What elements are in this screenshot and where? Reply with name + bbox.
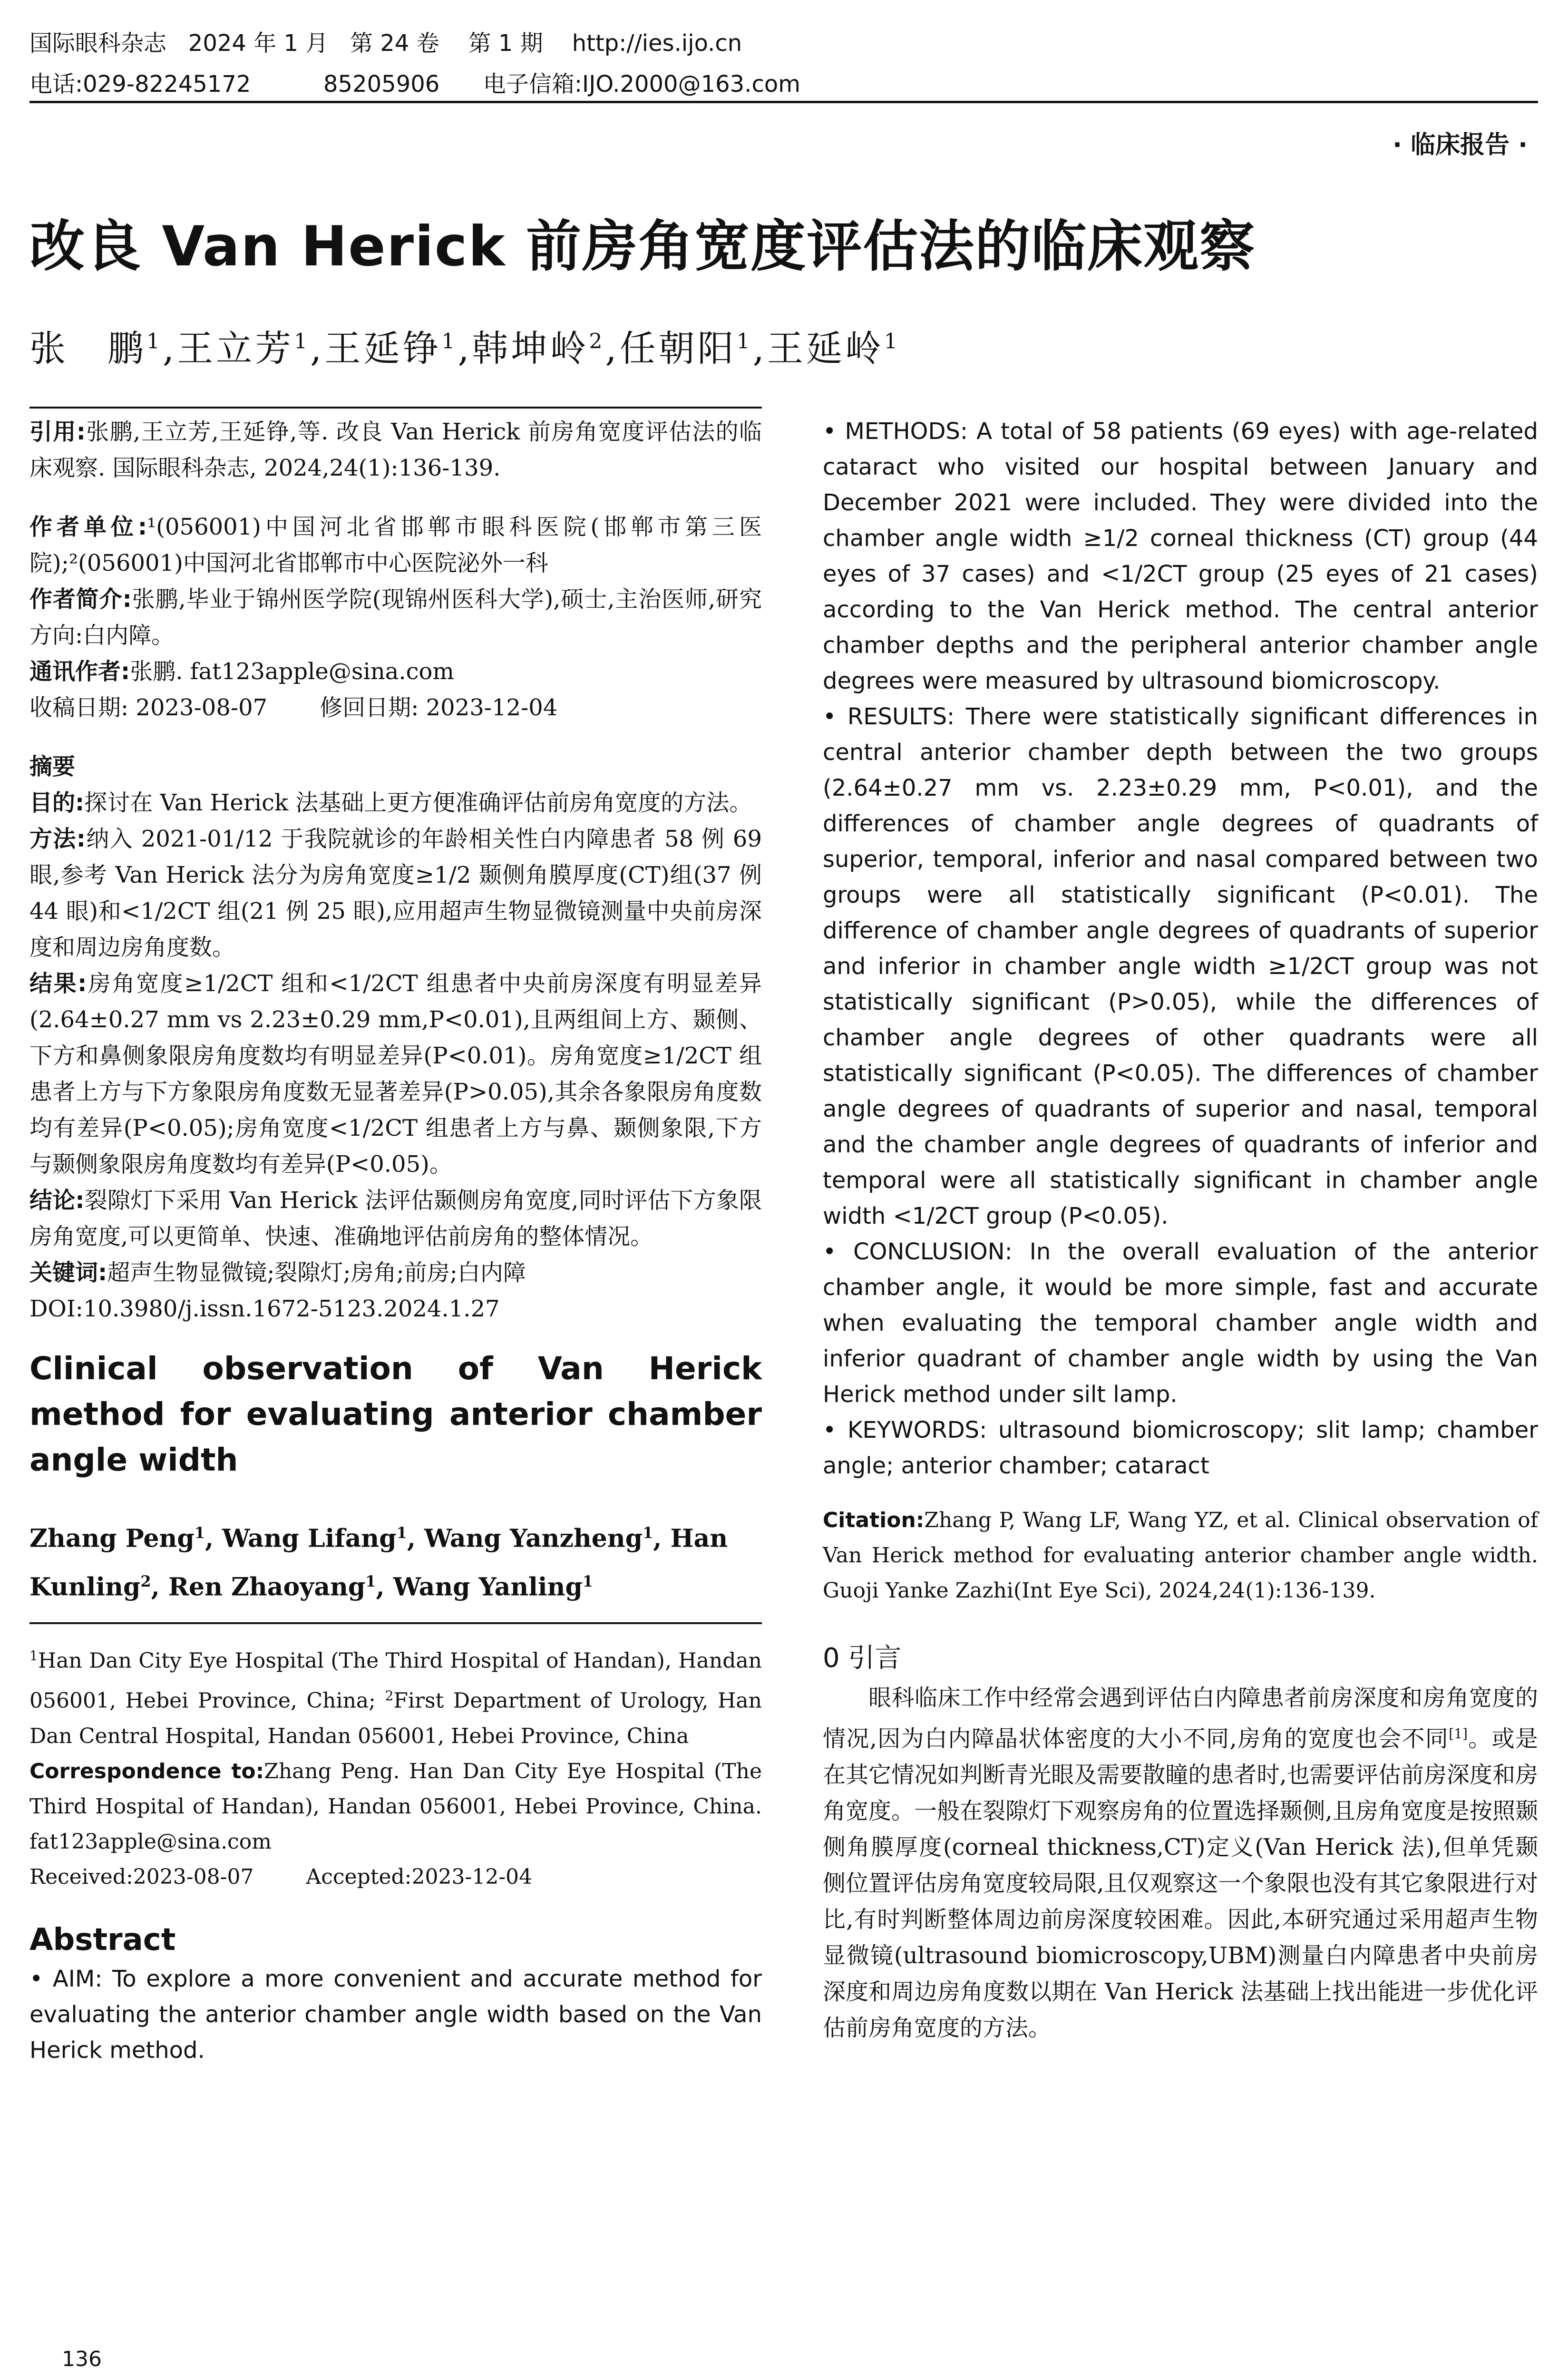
intro-paragraph [823, 1680, 1538, 2046]
aim-en-text: To explore a more convenient and accurate method for evaluating the anterior chamber angle width based on the Van Herick method. [29, 1965, 762, 2064]
abstract-en-heading: Abstract [29, 1922, 176, 1958]
intro-text-1: 眼科临床工作中经常会遇到评估白内障患者前房深度和房角宽度的情况,因为白内障晶状体密度的大小不同,房角的宽度也会不同 [823, 1685, 1538, 1752]
author-sup: 2 [589, 329, 605, 354]
intro-text-2: 。或是在其它情况如判断青光眼及需要散瞳的患者时,也需要评估前房深度和房角宽度。一般在裂隙灯下观察房角的位置选择颞侧,且房角宽度是按照颞侧角膜厚度(corneal thickness,CT)定义(Van Herick 法),但单凭颞侧位置评估房角宽度较局限,且仅观察这一个象限也没有其它象限进行对比,有时判断整体周边前房深度较困难。因此,本研究通过采用超声生物显微镜(ultrasound biomicroscopy,UBM)测量白内障患者中央前房深度和周边房角度数以期在 Van Herick 法基础上找出能进一步优化评估前房角宽度的方法。 [823, 1725, 1538, 2041]
corr-en-text: Zhang Peng. Han Dan City Eye Hospital (The Third Hospital of Handan), Handan 056001, Hebei Province, China. fat123apple@sina.com [29, 1759, 762, 1854]
author-en: Wang Yanling [393, 1572, 583, 1602]
conclusion-cn-label: 结论: [29, 1187, 85, 1214]
corr-en-label: Correspondence to: [29, 1759, 264, 1783]
author-sup: 1 [643, 1524, 653, 1542]
unit-label: 作者单位: [29, 514, 147, 540]
page-number: 136 [62, 2347, 102, 2371]
citation-en-block [823, 1503, 1538, 1608]
affiliation-en-block [29, 1638, 762, 1895]
cite-cn-label: 引用: [29, 419, 86, 445]
aff-sup: 1 [29, 1647, 38, 1664]
aff2-text: First Department of Urology, Han Dan Central Hospital, Handan 056001, Hebei Province, China [29, 1688, 762, 1748]
aim-en-label: • AIM: [29, 1965, 103, 1992]
aff1-text: Han Dan City Eye Hospital (The Third Hospital of Handan), Handan 056001, Hebei Province, China; [29, 1648, 762, 1713]
author-info-block [29, 509, 762, 726]
keywords-cn-label: 关键词: [29, 1259, 107, 1286]
methods-en-label: • METHODS: [823, 418, 968, 445]
conclusion-cn-text: 裂隙灯下采用 Van Herick 法评估颞侧房角宽度,同时评估下方象限房角宽度,可以更简单、快速、准确地评估前房角的整体情况。 [29, 1187, 762, 1250]
conclusion-en-label: • CONCLUSION: [823, 1238, 1013, 1265]
reference-mark[interactable]: [1] [1449, 1726, 1468, 1742]
results-cn-label: 结果: [29, 970, 87, 997]
received-en: Received:2023-08-07 [29, 1864, 254, 1889]
author-cn: 王延岭 [767, 327, 884, 370]
author-sup: 1 [582, 1572, 594, 1591]
article-title-cn: 改良 Van Herick 前房角宽度评估法的临床观察 [29, 214, 1256, 279]
results-en-label: • RESULTS: [823, 703, 955, 730]
corr-label: 通讯作者: [29, 658, 130, 685]
aff-sup: 2 [385, 1688, 394, 1704]
author-en: Zhang Peng [29, 1524, 195, 1553]
revised-date: 修回日期: 2023-12-04 [320, 694, 558, 721]
conclusion-en-text: In the overall evaluation of the anterior chamber angle, it would be more simple, fast and accurate when evaluating the temporal chamber angle width and inferior quadrant of chamber angle width by using the Van Herick method under silt lamp. [823, 1238, 1539, 1408]
unit-text: ¹(056001)中国河北省邯郸市眼科医院(邯郸市第三医院);²(056001)中国河北省邯郸市中心医院泌外一科 [29, 514, 762, 576]
results-cn-text: 房角宽度≥1/2CT 组和<1/2CT 组患者中央前房深度有明显差异(2.64±0.27 mm vs 2.23±0.29 mm,P<0.01),且两组间上方、颞侧、下方和鼻侧象限房角度数均有明显差异(P<0.01)。房角宽度≥1/2CT 组患者上方与下方象限房角度数无显著差异(P>0.05),其余各象限房角度数均有差异(P<0.05);房角宽度<1/2CT 组患者上方与鼻、颞侧象限,下方与颞侧象限房角度数均有差异(P<0.05)。 [29, 970, 762, 1178]
abstract-cn-heading: 摘要 [29, 753, 76, 780]
author-cn: 王立芳 [177, 327, 294, 370]
article-title-en: Clinical observation of Van Herick method for evaluating anterior chamber angle width [29, 1350, 762, 1478]
affiliation-rule [29, 1622, 762, 1624]
keywords-en-text: ultrasound biomicroscopy; slit lamp; chamber angle; anterior chamber; cataract [823, 1417, 1539, 1479]
author-en: Wang Yanzheng [424, 1524, 643, 1553]
author-sup: 1 [194, 1524, 205, 1542]
author-sup: 1 [146, 329, 163, 354]
doi-text: DOI:10.3980/j.issn.1672-5123.2024.1.27 [29, 1296, 500, 1322]
keywords-cn-text: 超声生物显微镜;裂隙灯;房角;前房;白内障 [107, 1259, 526, 1286]
aim-cn-text: 探讨在 Van Herick 法基础上更方便准确评估前房角宽度的方法。 [84, 789, 752, 816]
accepted-en: Accepted:2023-12-04 [306, 1864, 533, 1889]
author-sup: 1 [441, 329, 458, 354]
author-cn: 张 鹏 [29, 327, 146, 370]
methods-cn-text: 纳入 2021-01/12 于我院就诊的年龄相关性白内障患者 58 例 69 眼,参考 Van Herick 法分为房角宽度≥1/2 颞侧角膜厚度(CT)组(37 例 44 眼)和<1/2CT 组(21 例 25 眼),应用超声生物显微镜测量中央前房深度和周边房角度数。 [29, 826, 762, 961]
journal-info-line: 国际眼科杂志 2024 年 1 月 第 24 卷 第 1 期 http://ies.ijo.cn [29, 30, 742, 57]
citation-cn [29, 414, 762, 486]
methods-en-text: A total of 58 patients (69 eyes) with age-related cataract who visited our hospital between January and December 2021 were included. They were divided into the chamber angle width ≥1/2 corneal thickness (CT) group (44 eyes of 37 cases) and <1/2CT group (25 eyes of 21 cases) according to the Van Herick method. The central anterior chamber depths and the peripheral anterior chamber angle degrees were measured by ultrasound biomicroscopy. [823, 418, 1538, 694]
section-label: · 临床报告 · [1393, 131, 1528, 159]
author-cn: 王延铮 [324, 327, 442, 370]
citation-en-label: Citation: [823, 1508, 925, 1532]
author-list-cn: 张 鹏$^1$,王立芳$^1$,王延铮$^1$,韩坤岭$^2$,任朝阳$^1$,王延岭$^1$ [29, 327, 900, 370]
received-date: 收稿日期: 2023-08-07 [29, 694, 268, 721]
intro-text: 张鹏,毕业于锦州医学院(现锦州医科大学),硕士,主治医师,研究方向:白内障。 [29, 586, 762, 649]
cite-cn-text: 张鹏,王立芳,王延铮,等. 改良 Van Herick 前房角宽度评估法的临床观察. 国际眼科杂志, 2024,24(1):136-139. [29, 419, 762, 481]
methods-cn-label: 方法: [29, 826, 86, 852]
author-en: Ren Zhaoyang [168, 1572, 366, 1602]
aim-cn-label: 目的: [29, 789, 85, 816]
author-sup: 1 [736, 329, 753, 354]
author-sup: 1 [294, 329, 311, 354]
left-column [29, 414, 762, 2068]
author-list-en: Zhang Peng$^1$, Wang Lifang$^1$, Wang Yanzheng$^1$, Han Kunling$^2$, Ren Zhaoyang$^1$, Wang Yanling$^1$ [29, 1524, 728, 1602]
intro-label: 作者简介: [29, 586, 132, 613]
left-column-top-rule [29, 407, 762, 409]
results-en-text: There were statistically significant differences in central anterior chamber depth between the two groups (2.64±0.27 mm vs. 2.23±0.29 mm, P<0.01), and the differences of chamber angle degrees of quadrants of superior, temporal, inferior and nasal compared between two groups were all statistically significant (P<0.01). The difference of chamber angle degrees of quadrants of superior and inferior in chamber angle width ≥1/2CT group was not statistically significant (P>0.05), while the differences of chamber angle degrees of other quadrants were all statistically significant (P<0.05). The differences of chamber angle degrees of quadrants of superior and nasal, temporal and the chamber angle degrees of quadrants of inferior and temporal were all statistically significant in chamber angle width <1/2CT group (P<0.05). [823, 703, 1538, 1229]
right-column [823, 414, 1538, 2046]
author-sup: 1 [884, 329, 900, 354]
corr-text: 张鹏. fat123apple@sina.com [130, 658, 454, 685]
author-cn: 韩坤岭 [472, 327, 589, 370]
author-sup: 1 [365, 1572, 376, 1591]
abstract-cn [29, 749, 762, 1327]
intro-heading: 0 引言 [823, 1643, 902, 1674]
citation-en-text: Zhang P, Wang LF, Wang YZ, et al. Clinical observation of Van Herick method for evaluating anterior chamber angle width. Guoji Yanke Zazhi(Int Eye Sci), 2024,24(1):136-139. [823, 1508, 1538, 1603]
author-sup: 2 [140, 1572, 151, 1591]
author-sup: 1 [396, 1524, 407, 1542]
author-en: Wang Lifang [222, 1524, 397, 1553]
author-cn: 任朝阳 [619, 327, 737, 370]
header-rule [29, 101, 1538, 103]
journal-contact-line: 电话:029-82245172 85205906 电子信箱:IJO.2000@163.com [29, 71, 800, 97]
author-en: Han Kunling [29, 1524, 728, 1602]
keywords-en-label: • KEYWORDS: [823, 1417, 987, 1443]
